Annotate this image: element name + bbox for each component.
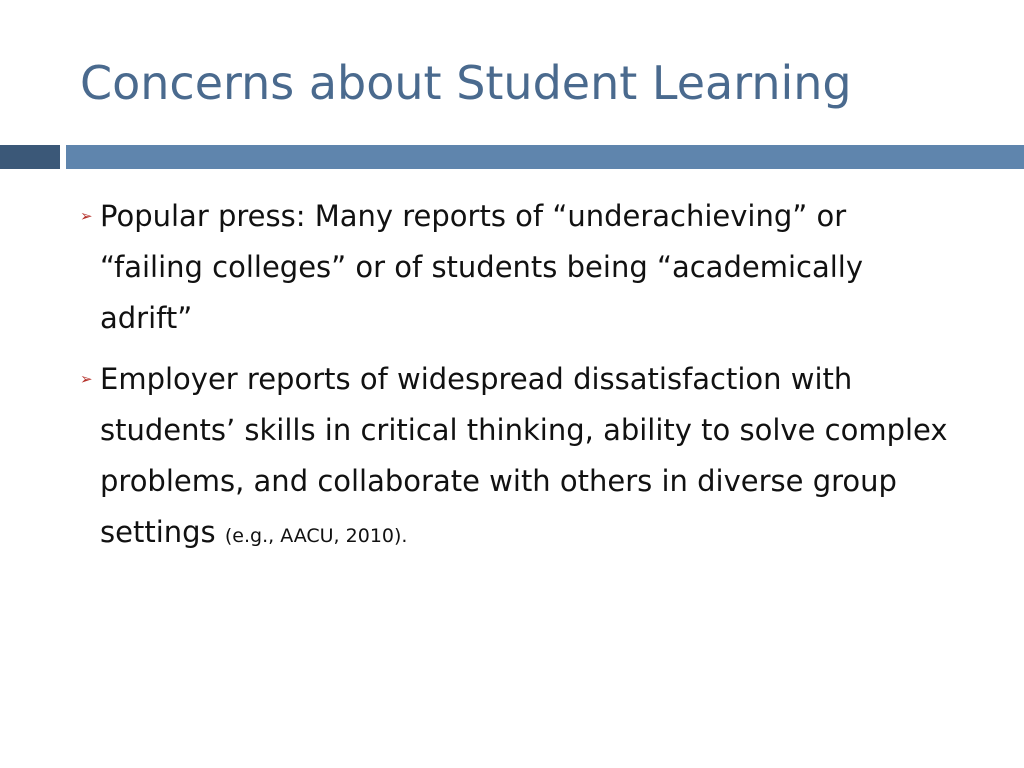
- title-divider-accent: [0, 145, 60, 169]
- bullet-item-popular-press: [78, 191, 958, 344]
- arrowhead-bullet-icon: ➢: [80, 370, 93, 388]
- bullet-text: Popular press: Many reports of “underachieving” or “failing colleges” or of students being “academically adrift”: [100, 199, 864, 335]
- bullet-item-employer-reports: [78, 354, 958, 562]
- slide-title: Concerns about Student Learning: [80, 56, 852, 110]
- bullet-text: Employer reports of widespread dissatisfaction with students’ skills in critical thinking, ability to solve complex problems, and collaborate with others in diverse group settings: [100, 362, 948, 549]
- bullet-list: [78, 191, 958, 572]
- citation: (e.g., AACU, 2010).: [224, 525, 408, 547]
- arrowhead-bullet-icon: ➢: [80, 207, 93, 225]
- title-divider-bar: [66, 145, 1024, 169]
